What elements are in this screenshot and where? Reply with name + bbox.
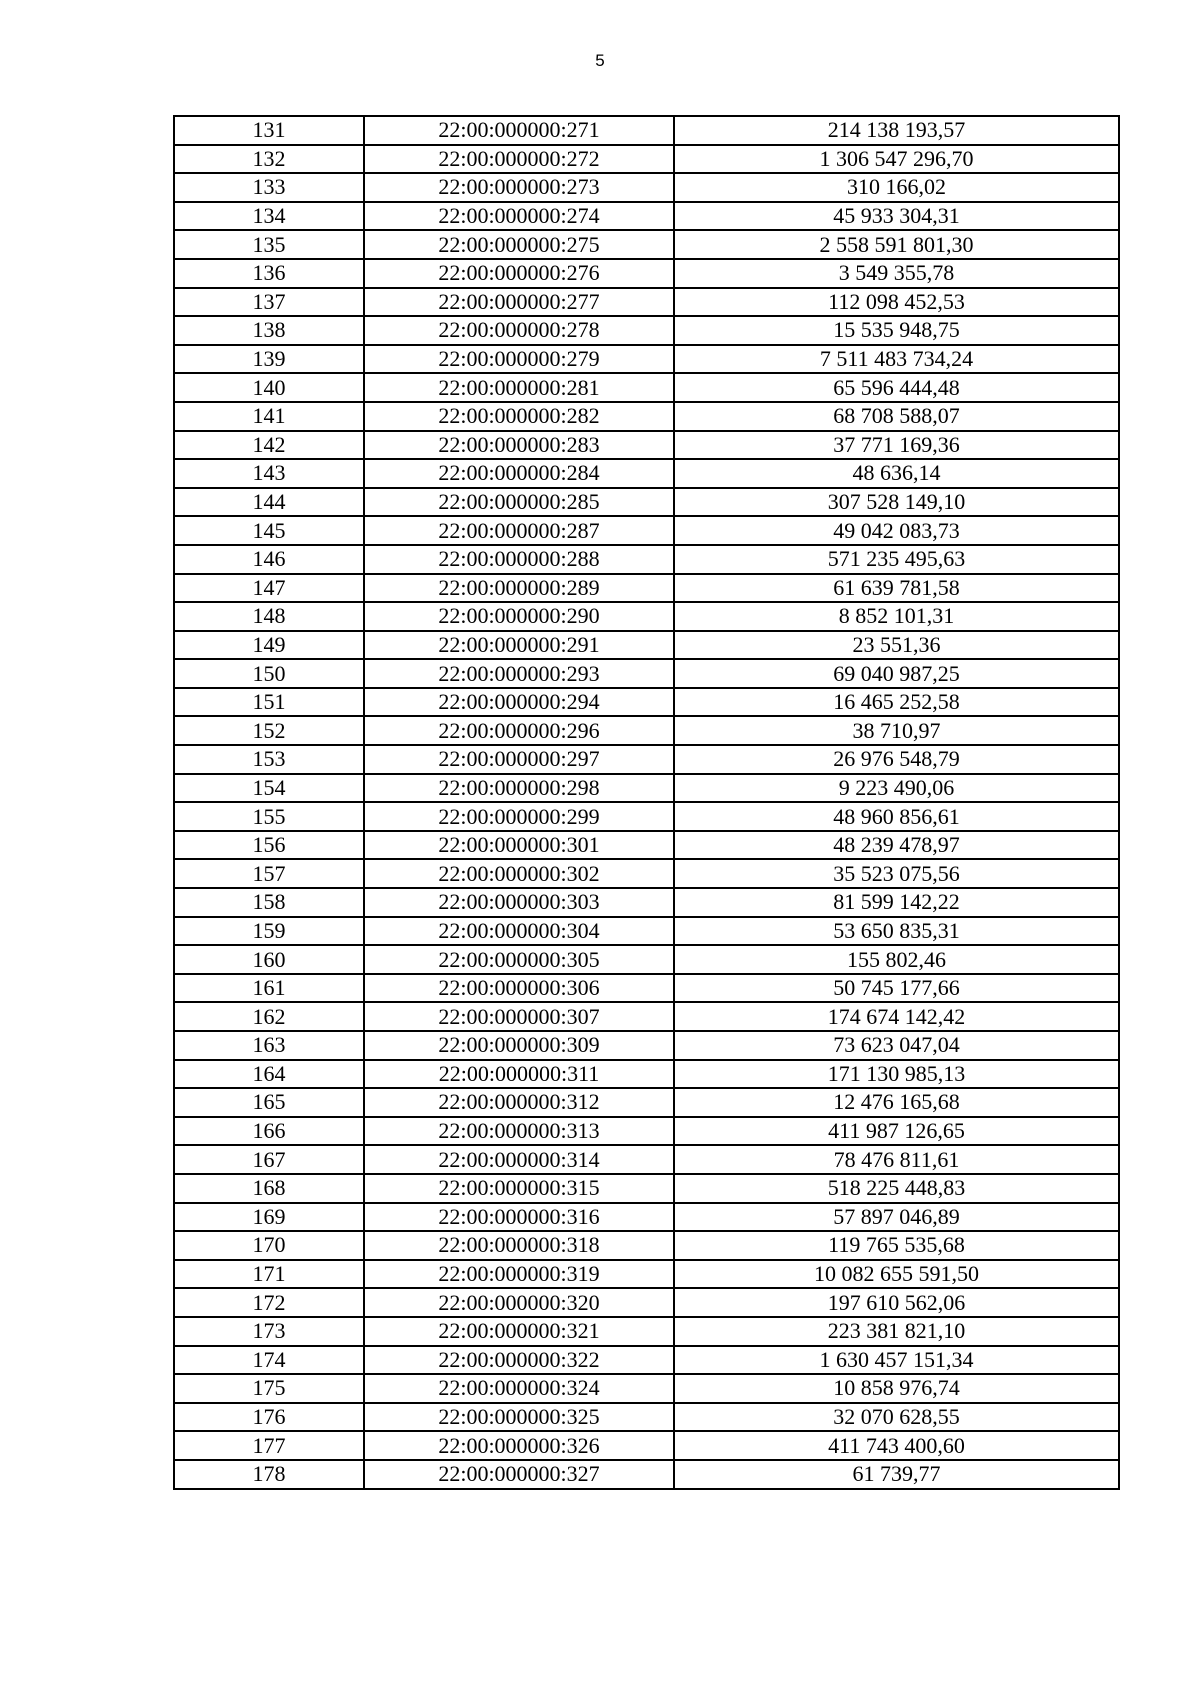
cadastral-number-cell: 22:00:000000:273 — [364, 173, 674, 202]
table-row — [174, 1346, 1119, 1375]
table-row — [174, 1260, 1119, 1289]
table-row — [174, 1317, 1119, 1346]
row-number-cell: 173 — [174, 1317, 364, 1346]
table-row — [174, 574, 1119, 603]
cadastral-number-cell: 22:00:000000:324 — [364, 1374, 674, 1403]
cadastral-number-cell: 22:00:000000:288 — [364, 545, 674, 574]
cadastral-value-cell: 65 596 444,48 — [674, 373, 1119, 402]
page-number: 5 — [595, 51, 605, 70]
table-row — [174, 1174, 1119, 1203]
cadastral-value-cell: 174 674 142,42 — [674, 1002, 1119, 1031]
table-row — [174, 602, 1119, 631]
cadastral-number-cell: 22:00:000000:326 — [364, 1431, 674, 1460]
cadastral-number-cell: 22:00:000000:321 — [364, 1317, 674, 1346]
row-number-cell: 165 — [174, 1088, 364, 1117]
cadastral-value-cell: 307 528 149,10 — [674, 488, 1119, 517]
row-number-cell: 134 — [174, 202, 364, 231]
cadastral-number-cell: 22:00:000000:285 — [364, 488, 674, 517]
cadastral-value-cell: 310 166,02 — [674, 173, 1119, 202]
row-number-cell: 140 — [174, 373, 364, 402]
row-number-cell: 161 — [174, 974, 364, 1003]
cadastral-number-cell: 22:00:000000:309 — [364, 1031, 674, 1060]
cadastral-value-cell: 16 465 252,58 — [674, 688, 1119, 717]
row-number-cell: 168 — [174, 1174, 364, 1203]
table-row — [174, 688, 1119, 717]
row-number-cell: 169 — [174, 1203, 364, 1232]
row-number-cell: 158 — [174, 888, 364, 917]
cadastral-number-cell: 22:00:000000:320 — [364, 1288, 674, 1317]
table-row — [174, 1403, 1119, 1432]
row-number-cell: 170 — [174, 1231, 364, 1260]
row-number-cell: 131 — [174, 116, 364, 145]
cadastral-value-cell: 26 976 548,79 — [674, 745, 1119, 774]
cadastral-value-cell: 197 610 562,06 — [674, 1288, 1119, 1317]
cadastral-number-cell: 22:00:000000:306 — [364, 974, 674, 1003]
cadastral-number-cell: 22:00:000000:313 — [364, 1117, 674, 1146]
cadastral-number-cell: 22:00:000000:315 — [364, 1174, 674, 1203]
cadastral-value-cell: 69 040 987,25 — [674, 659, 1119, 688]
table-row — [174, 202, 1119, 231]
row-number-cell: 141 — [174, 402, 364, 431]
table-row — [174, 888, 1119, 917]
cadastral-value-cell: 61 639 781,58 — [674, 574, 1119, 603]
cadastral-value-cell: 73 623 047,04 — [674, 1031, 1119, 1060]
row-number-cell: 132 — [174, 145, 364, 174]
cadastral-value-cell: 15 535 948,75 — [674, 316, 1119, 345]
cadastral-number-cell: 22:00:000000:318 — [364, 1231, 674, 1260]
table-row — [174, 259, 1119, 288]
row-number-cell: 156 — [174, 831, 364, 860]
cadastral-value-cell: 9 223 490,06 — [674, 774, 1119, 803]
cadastral-value-cell: 49 042 083,73 — [674, 516, 1119, 545]
cadastral-value-cell: 411 987 126,65 — [674, 1117, 1119, 1146]
table-row — [174, 1374, 1119, 1403]
row-number-cell: 172 — [174, 1288, 364, 1317]
cadastral-value-cell: 38 710,97 — [674, 716, 1119, 745]
cadastral-number-cell: 22:00:000000:303 — [364, 888, 674, 917]
table-row — [174, 402, 1119, 431]
cadastral-value-cell: 50 745 177,66 — [674, 974, 1119, 1003]
table-row — [174, 631, 1119, 660]
cadastral-value-cell: 48 636,14 — [674, 459, 1119, 488]
cadastral-number-cell: 22:00:000000:293 — [364, 659, 674, 688]
row-number-cell: 154 — [174, 774, 364, 803]
table-row — [174, 917, 1119, 946]
row-number-cell: 159 — [174, 917, 364, 946]
table-row — [174, 316, 1119, 345]
cadastral-value-cell: 155 802,46 — [674, 945, 1119, 974]
table-row — [174, 659, 1119, 688]
cadastral-number-cell: 22:00:000000:291 — [364, 631, 674, 660]
row-number-cell: 160 — [174, 945, 364, 974]
table-row — [174, 1460, 1119, 1489]
table-row — [174, 488, 1119, 517]
table-row — [174, 1145, 1119, 1174]
row-number-cell: 136 — [174, 259, 364, 288]
cadastral-value-cell: 223 381 821,10 — [674, 1317, 1119, 1346]
row-number-cell: 152 — [174, 716, 364, 745]
row-number-cell: 162 — [174, 1002, 364, 1031]
cadastral-value-cell: 32 070 628,55 — [674, 1403, 1119, 1432]
cadastral-value-cell: 571 235 495,63 — [674, 545, 1119, 574]
cadastral-value-cell: 518 225 448,83 — [674, 1174, 1119, 1203]
cadastral-value-cell: 37 771 169,36 — [674, 431, 1119, 460]
cadastral-value-cell: 61 739,77 — [674, 1460, 1119, 1489]
table-row — [174, 516, 1119, 545]
cadastral-number-cell: 22:00:000000:301 — [364, 831, 674, 860]
row-number-cell: 150 — [174, 659, 364, 688]
cadastral-value-cell: 1 630 457 151,34 — [674, 1346, 1119, 1375]
row-number-cell: 146 — [174, 545, 364, 574]
table-row — [174, 1431, 1119, 1460]
cadastral-value-cell: 7 511 483 734,24 — [674, 345, 1119, 374]
row-number-cell: 171 — [174, 1260, 364, 1289]
row-number-cell: 164 — [174, 1060, 364, 1089]
row-number-cell: 139 — [174, 345, 364, 374]
cadastral-value-cell: 57 897 046,89 — [674, 1203, 1119, 1232]
table-row — [174, 459, 1119, 488]
cadastral-number-cell: 22:00:000000:319 — [364, 1260, 674, 1289]
cadastral-number-cell: 22:00:000000:316 — [364, 1203, 674, 1232]
cadastral-number-cell: 22:00:000000:282 — [364, 402, 674, 431]
cadastral-number-cell: 22:00:000000:281 — [364, 373, 674, 402]
row-number-cell: 133 — [174, 173, 364, 202]
row-number-cell: 176 — [174, 1403, 364, 1432]
row-number-cell: 143 — [174, 459, 364, 488]
cadastral-value-cell: 45 933 304,31 — [674, 202, 1119, 231]
table-row — [174, 431, 1119, 460]
row-number-cell: 153 — [174, 745, 364, 774]
cadastral-value-cell: 81 599 142,22 — [674, 888, 1119, 917]
row-number-cell: 174 — [174, 1346, 364, 1375]
cadastral-value-cell: 119 765 535,68 — [674, 1231, 1119, 1260]
table-row — [174, 173, 1119, 202]
row-number-cell: 137 — [174, 288, 364, 317]
cadastral-number-cell: 22:00:000000:296 — [364, 716, 674, 745]
cadastral-value-cell: 8 852 101,31 — [674, 602, 1119, 631]
cadastral-number-cell: 22:00:000000:294 — [364, 688, 674, 717]
cadastral-number-cell: 22:00:000000:302 — [364, 859, 674, 888]
cadastral-number-cell: 22:00:000000:312 — [364, 1088, 674, 1117]
cadastral-number-cell: 22:00:000000:304 — [364, 917, 674, 946]
table-row — [174, 230, 1119, 259]
table-row — [174, 974, 1119, 1003]
table-row — [174, 1288, 1119, 1317]
cadastral-number-cell: 22:00:000000:287 — [364, 516, 674, 545]
row-number-cell: 142 — [174, 431, 364, 460]
cadastral-value-cell: 171 130 985,13 — [674, 1060, 1119, 1089]
cadastral-number-cell: 22:00:000000:279 — [364, 345, 674, 374]
cadastral-value-cell: 53 650 835,31 — [674, 917, 1119, 946]
cadastral-number-cell: 22:00:000000:298 — [364, 774, 674, 803]
table-row — [174, 288, 1119, 317]
row-number-cell: 167 — [174, 1145, 364, 1174]
row-number-cell: 148 — [174, 602, 364, 631]
table-row — [174, 1203, 1119, 1232]
cadastral-number-cell: 22:00:000000:289 — [364, 574, 674, 603]
table-row — [174, 1231, 1119, 1260]
cadastral-number-cell: 22:00:000000:277 — [364, 288, 674, 317]
cadastral-value-cell: 10 082 655 591,50 — [674, 1260, 1119, 1289]
row-number-cell: 145 — [174, 516, 364, 545]
row-number-cell: 144 — [174, 488, 364, 517]
cadastral-value-cell: 214 138 193,57 — [674, 116, 1119, 145]
table-row — [174, 145, 1119, 174]
row-number-cell: 166 — [174, 1117, 364, 1146]
cadastral-value-cell: 48 960 856,61 — [674, 802, 1119, 831]
cadastral-number-cell: 22:00:000000:290 — [364, 602, 674, 631]
cadastral-number-cell: 22:00:000000:275 — [364, 230, 674, 259]
cadastral-value-cell: 411 743 400,60 — [674, 1431, 1119, 1460]
cadastral-number-cell: 22:00:000000:322 — [364, 1346, 674, 1375]
table-row — [174, 545, 1119, 574]
cadastral-value-cell: 12 476 165,68 — [674, 1088, 1119, 1117]
row-number-cell: 135 — [174, 230, 364, 259]
cadastral-number-cell: 22:00:000000:272 — [364, 145, 674, 174]
cadastral-value-cell: 10 858 976,74 — [674, 1374, 1119, 1403]
table-row — [174, 1117, 1119, 1146]
cadastral-value-cell: 1 306 547 296,70 — [674, 145, 1119, 174]
cadastral-number-cell: 22:00:000000:307 — [364, 1002, 674, 1031]
cadastral-number-cell: 22:00:000000:327 — [364, 1460, 674, 1489]
table-body — [174, 116, 1119, 1489]
cadastral-value-table — [173, 115, 1120, 1490]
table-row — [174, 945, 1119, 974]
row-number-cell: 175 — [174, 1374, 364, 1403]
row-number-cell: 147 — [174, 574, 364, 603]
table-row — [174, 116, 1119, 145]
row-number-cell: 138 — [174, 316, 364, 345]
table-row — [174, 716, 1119, 745]
table-row — [174, 774, 1119, 803]
table-row — [174, 831, 1119, 860]
row-number-cell: 177 — [174, 1431, 364, 1460]
row-number-cell: 155 — [174, 802, 364, 831]
cadastral-value-cell: 3 549 355,78 — [674, 259, 1119, 288]
cadastral-value-cell: 112 098 452,53 — [674, 288, 1119, 317]
cadastral-value-cell: 68 708 588,07 — [674, 402, 1119, 431]
cadastral-number-cell: 22:00:000000:311 — [364, 1060, 674, 1089]
table-row — [174, 859, 1119, 888]
cadastral-number-cell: 22:00:000000:299 — [364, 802, 674, 831]
cadastral-value-cell: 35 523 075,56 — [674, 859, 1119, 888]
row-number-cell: 149 — [174, 631, 364, 660]
cadastral-number-cell: 22:00:000000:314 — [364, 1145, 674, 1174]
cadastral-value-cell: 78 476 811,61 — [674, 1145, 1119, 1174]
row-number-cell: 151 — [174, 688, 364, 717]
cadastral-value-cell: 48 239 478,97 — [674, 831, 1119, 860]
table-row — [174, 373, 1119, 402]
table-row — [174, 1002, 1119, 1031]
cadastral-number-cell: 22:00:000000:297 — [364, 745, 674, 774]
table-row — [174, 1031, 1119, 1060]
table-row — [174, 745, 1119, 774]
cadastral-number-cell: 22:00:000000:276 — [364, 259, 674, 288]
row-number-cell: 157 — [174, 859, 364, 888]
cadastral-number-cell: 22:00:000000:271 — [364, 116, 674, 145]
cadastral-number-cell: 22:00:000000:305 — [364, 945, 674, 974]
cadastral-value-cell: 2 558 591 801,30 — [674, 230, 1119, 259]
table-row — [174, 1088, 1119, 1117]
table-row — [174, 802, 1119, 831]
row-number-cell: 163 — [174, 1031, 364, 1060]
table-row — [174, 345, 1119, 374]
cadastral-number-cell: 22:00:000000:274 — [364, 202, 674, 231]
cadastral-number-cell: 22:00:000000:283 — [364, 431, 674, 460]
cadastral-number-cell: 22:00:000000:284 — [364, 459, 674, 488]
cadastral-number-cell: 22:00:000000:325 — [364, 1403, 674, 1432]
table-row — [174, 1060, 1119, 1089]
row-number-cell: 178 — [174, 1460, 364, 1489]
cadastral-number-cell: 22:00:000000:278 — [364, 316, 674, 345]
cadastral-value-cell: 23 551,36 — [674, 631, 1119, 660]
